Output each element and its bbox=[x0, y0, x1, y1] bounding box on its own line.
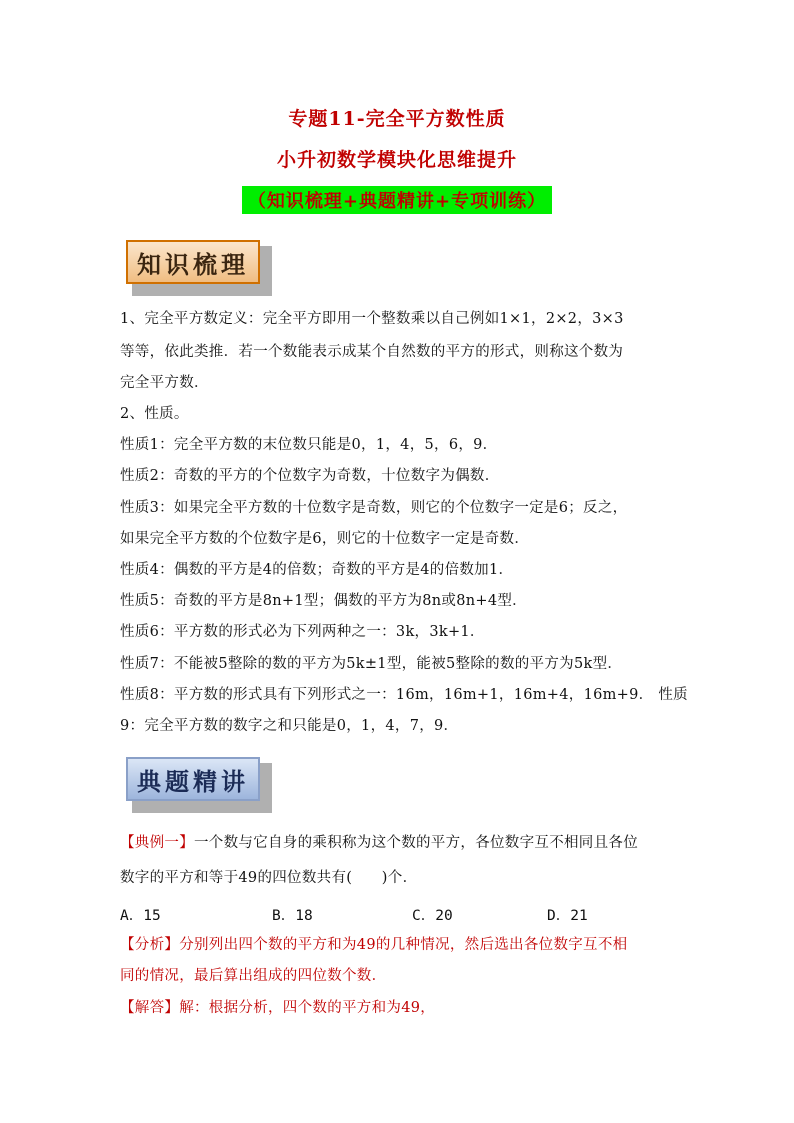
answer-line bbox=[120, 998, 690, 1018]
knowledge-line: 完全平方数． bbox=[120, 375, 209, 391]
example-question-line: 数字的平方和等于49的四位数共有( )个． bbox=[120, 870, 418, 886]
knowledge-line: 性质2：奇数的平方的个位数字为奇数，十位数字为偶数． bbox=[120, 468, 500, 484]
knowledge-line: 性质3：如果完全平方数的十位数字是奇数，则它的个位数字一定是6；反之， bbox=[120, 500, 628, 516]
answer-tag: 【解答】 bbox=[120, 1000, 180, 1016]
knowledge-line: 9：完全平方数的数字之和只能是0，1，4，7，9． bbox=[120, 718, 459, 734]
option-c: C．20 bbox=[412, 908, 453, 924]
examples-section-banner bbox=[126, 757, 266, 807]
knowledge-line: 1、完全平方数定义：完全平方即用一个整数乘以自己例如1×1，2×2，3×3 bbox=[120, 311, 624, 327]
analysis-line bbox=[120, 935, 690, 955]
answer-text: 解：根据分析，四个数的平方和为49， bbox=[179, 1000, 436, 1016]
analysis-line: 同的情况，最后算出组成的四位数个数． bbox=[120, 968, 387, 984]
knowledge-line: 性质5：奇数的平方是8n+1型；偶数的平方为8n或8n+4型． bbox=[120, 593, 527, 609]
knowledge-line: 性质1：完全平方数的末位数只能是0，1，4，5，6，9． bbox=[120, 437, 498, 453]
knowledge-line: 2、性质。 bbox=[120, 406, 189, 422]
tagline-wrap bbox=[0, 186, 794, 214]
knowledge-section-banner bbox=[126, 240, 266, 290]
example-tag: 【典例一】 bbox=[120, 835, 194, 851]
knowledge-line: 如果完全平方数的个位数字是6，则它的十位数字一定是奇数． bbox=[120, 531, 530, 547]
page-title: 专题11-完全平方数性质 bbox=[288, 108, 506, 130]
knowledge-line: 性质7：不能被5整除的数的平方为5k±1型，能被5整除的数的平方为5k型． bbox=[120, 656, 623, 672]
page-subtitle: 小升初数学模块化思维提升 bbox=[276, 149, 517, 171]
example-question-line bbox=[120, 833, 690, 853]
analysis-text: 分别列出四个数的平方和为49的几种情况，然后选出各位数字互不相 bbox=[179, 937, 628, 953]
knowledge-line: 等等，依此类推．若一个数能表示成某个自然数的平方的形式，则称这个数为 bbox=[120, 344, 624, 360]
option-a: A．15 bbox=[120, 908, 161, 924]
knowledge-line: 性质8：平方数的形式具有下列形式之一：16m，16m+1，16m+4，16m+9． 性质 bbox=[120, 687, 688, 703]
option-d: D．21 bbox=[547, 908, 588, 924]
page-tagline: （知识梳理+典题精讲+专项训练） bbox=[242, 186, 552, 214]
knowledge-line: 性质6：平方数的形式必为下列两种之一：3k，3k+1． bbox=[120, 624, 485, 640]
example-question-text: 一个数与它自身的乘积称为这个数的平方，各位数字互不相同且各位 bbox=[194, 835, 638, 851]
analysis-tag: 【分析】 bbox=[120, 937, 180, 953]
knowledge-section-title: 知识梳理 bbox=[126, 240, 260, 284]
examples-section-title: 典题精讲 bbox=[126, 757, 260, 801]
knowledge-line: 性质4：偶数的平方是4的倍数；奇数的平方是4的倍数加1． bbox=[120, 562, 514, 578]
option-b: B．18 bbox=[272, 908, 313, 924]
